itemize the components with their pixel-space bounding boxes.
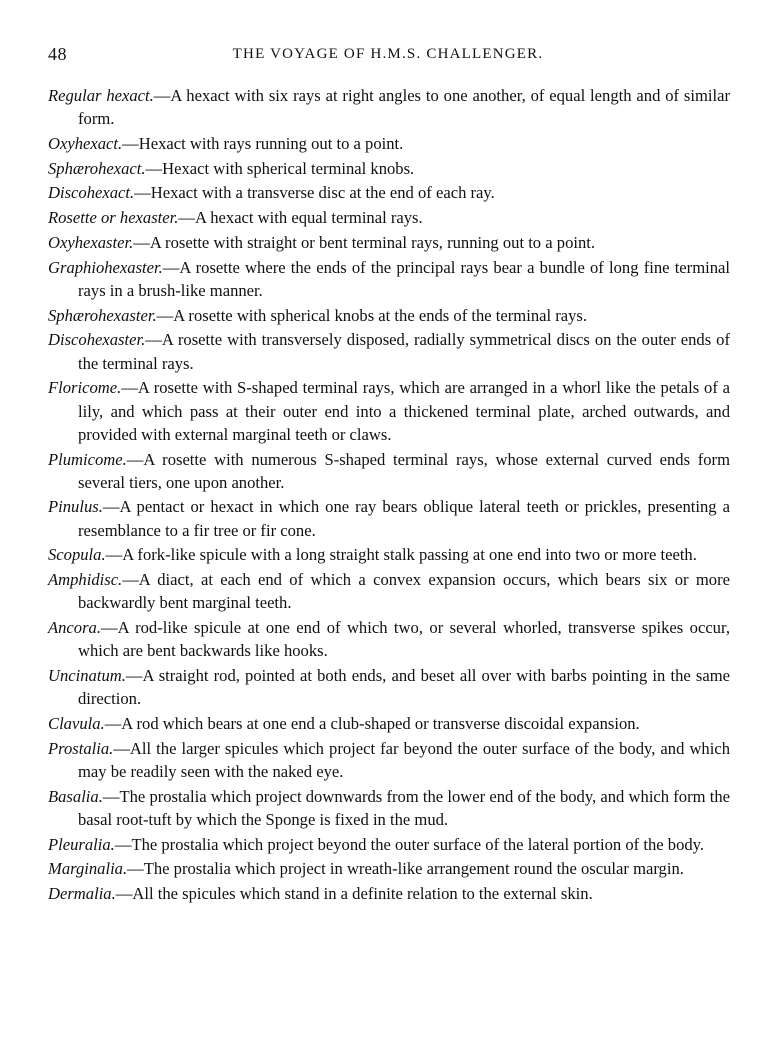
entry-term: Rosette or hexaster.	[48, 208, 179, 228]
entry-term: Floricome.	[48, 378, 122, 398]
entry-term: Regular hexact.	[48, 86, 154, 105]
entry-term: Graphiohexaster.	[48, 257, 163, 277]
entry-definition: —A rosette with spherical knobs at the ends of the terminal rays.	[156, 305, 588, 325]
glossary-entry	[48, 376, 730, 446]
glossary-entry	[48, 132, 730, 155]
glossary-entry	[48, 882, 730, 905]
entry-term: Sphærohexact.	[48, 158, 146, 178]
entry-term: Amphidisc.	[48, 570, 123, 590]
glossary-entry	[48, 206, 730, 229]
glossary-list	[48, 84, 730, 907]
glossary-entry	[48, 181, 730, 204]
glossary-entry	[48, 833, 730, 856]
glossary-entry	[48, 448, 730, 494]
entry-term: Sphærohexaster.	[48, 305, 157, 325]
entry-definition: —A pentact or hexact in which one ray bears oblique lateral teeth or prickles, presenting a resemblance to a fir tree or fir cone.	[78, 497, 730, 540]
page-header	[48, 44, 728, 68]
entry-definition: —A rosette where the ends of the principal rays bear a bundle of long fine terminal rays in a brush-like manner.	[78, 257, 730, 300]
running-title: THE VOYAGE OF H.M.S. CHALLENGER.	[232, 46, 544, 62]
glossary-entry	[48, 616, 730, 662]
entry-term: Pinulus.	[48, 497, 103, 517]
entry-term: Clavula.	[48, 714, 105, 734]
glossary-entry	[48, 328, 730, 374]
glossary-entry	[48, 737, 730, 783]
entry-definition: —A straight rod, pointed at both ends, and beset all over with barbs pointing in the same direction.	[78, 666, 730, 709]
entry-term: Discohexact.	[48, 183, 135, 203]
entry-definition: —The prostalia which project beyond the outer surface of the lateral portion of the body.	[114, 834, 705, 854]
entry-term: Basalia.	[48, 786, 103, 806]
entry-definition: —A rod-like spicule at one end of which two, or several whorled, transverse spikes occur, which are bent backwards like hooks.	[78, 618, 730, 661]
entry-definition: —A rosette with S-shaped terminal rays, which are arranged in a whorl like the petals of a lily, and which pass at their outer end into a thickened terminal plate, arched outwards, and provided with external marginal teeth or claws.	[78, 378, 730, 444]
entry-term: Scopula.	[48, 545, 106, 565]
entry-definition: —A rod which bears at one end a club-shaped or transverse discoidal expansion.	[104, 714, 640, 734]
entry-term: Prostalia.	[48, 738, 114, 758]
glossary-entry	[48, 785, 730, 831]
entry-definition: —A diact, at each end of which a convex expansion occurs, which bears six or more backwardly bent marginal teeth.	[78, 570, 730, 613]
entry-definition: —The prostalia which project downwards from the lower end of the body, and which form the basal root-tuft by which the Sponge is fixed in the mud.	[78, 786, 730, 829]
entry-definition: —A fork-like spicule with a long straight stalk passing at one end into two or more teeth.	[105, 545, 697, 565]
glossary-entry	[48, 231, 730, 254]
entry-term: Ancora.	[48, 618, 101, 638]
entry-term: Uncinatum.	[48, 666, 126, 686]
glossary-entry	[48, 543, 730, 566]
entry-term: Marginalia.	[48, 859, 128, 879]
entry-definition: —A hexact with equal terminal rays.	[178, 208, 423, 228]
entry-definition: —Hexact with rays running out to a point.	[122, 133, 404, 153]
entry-definition: —The prostalia which project in wreath-like arrangement round the oscular margin.	[127, 859, 684, 879]
entry-definition: —A rosette with straight or bent terminal rays, running out to a point.	[133, 232, 596, 252]
glossary-entry	[48, 568, 730, 614]
entry-term: Discohexaster.	[48, 330, 146, 350]
entry-term: Dermalia.	[48, 884, 116, 904]
entry-definition: —A hexact with six rays at right angles to one another, of equal length and of similar form.	[78, 86, 730, 129]
glossary-entry	[48, 712, 730, 735]
entry-definition: —Hexact with spherical terminal knobs.	[145, 158, 415, 178]
entry-term: Plumicome.	[48, 449, 127, 469]
entry-definition: —All the larger spicules which project far beyond the outer surface of the body, and which may be readily seen with the naked eye.	[78, 738, 730, 781]
entry-term: Pleuralia.	[48, 834, 115, 854]
glossary-entry	[48, 495, 730, 541]
entry-definition: —A rosette with transversely disposed, radially symmetrical discs on the outer ends of the terminal rays.	[78, 330, 730, 373]
glossary-entry	[48, 857, 730, 880]
entry-term: Oxyhexact.	[48, 133, 123, 153]
glossary-entry	[48, 256, 730, 302]
entry-term: Oxyhexaster.	[48, 232, 134, 252]
glossary-entry	[48, 304, 730, 327]
glossary-entry	[48, 157, 730, 180]
page-number: 48	[48, 44, 67, 64]
glossary-entry	[48, 664, 730, 710]
entry-definition: —Hexact with a transverse disc at the end of each ray.	[134, 183, 495, 203]
entry-definition: —All the spicules which stand in a definite relation to the external skin.	[115, 884, 593, 904]
glossary-entry	[48, 84, 730, 130]
entry-definition: —A rosette with numerous S-shaped terminal rays, whose external curved ends form several tiers, one upon another.	[78, 449, 730, 492]
